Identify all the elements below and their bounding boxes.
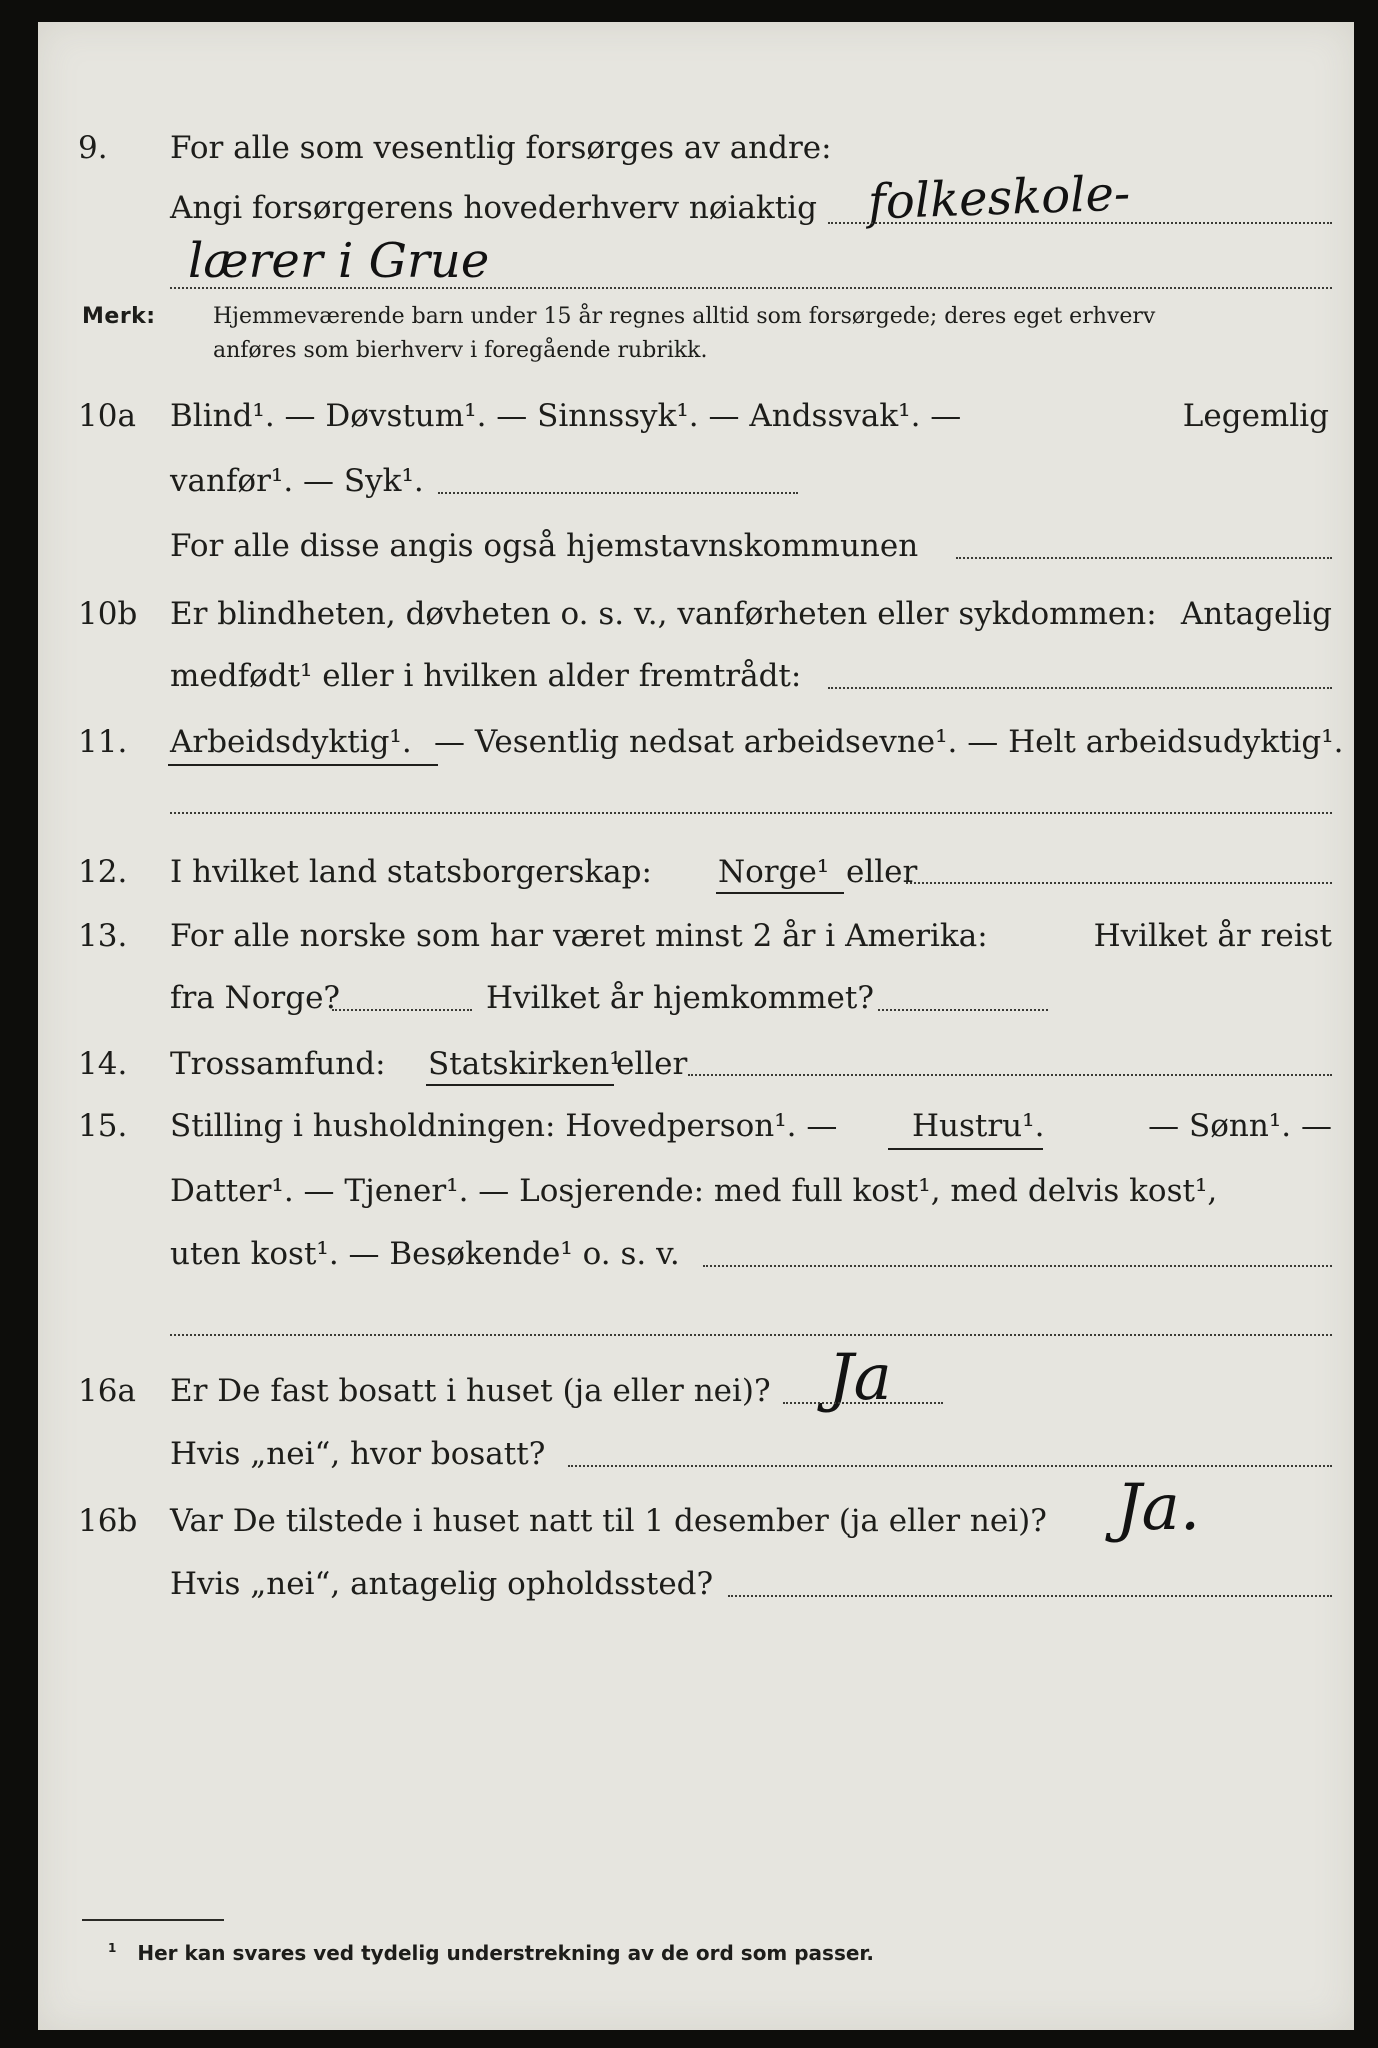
q15-line1a: Stilling i husholdningen: Hovedperson¹. — <box>170 1108 838 1144</box>
q16b-row <box>38 1471 1354 1545</box>
q12-number: 12. <box>78 854 128 890</box>
q13-line1-left: For alle norske som har været minst 2 år i Amerika: <box>170 918 988 954</box>
q10a-row3 <box>38 522 1354 570</box>
q14-tail: eller <box>616 1046 688 1082</box>
q13-line2b: Hvilket år hjemkommet? <box>486 980 874 1016</box>
q9-handwritten-answer-a: folkeskole- <box>867 165 1132 231</box>
q13-line2a: fra Norge? <box>170 980 341 1016</box>
q9-row2 <box>38 165 1354 232</box>
note-label: Merk: <box>82 304 156 329</box>
q15-answer-line-2 <box>170 1334 1332 1336</box>
q11-rest: — Vesentlig nedsat arbeidsevne¹. — Helt arbeidsudyktig¹. <box>434 724 1344 760</box>
note-line2: anføres som bierhverv i foregående rubrikk. <box>213 338 708 363</box>
q12-answer-line <box>906 882 1332 884</box>
q13-return-line <box>878 1009 1048 1011</box>
q12-option-selected: Norge¹ <box>718 854 830 890</box>
q14-row <box>38 1040 1354 1088</box>
q10a-answer-line <box>438 492 798 494</box>
q16b-line1: Var De tilstede i huset natt til 1 desember (ja eller nei)? <box>170 1503 1047 1539</box>
q11-option-selected: Arbeidsdyktig¹. <box>170 724 412 760</box>
q12-underline-mark <box>716 892 844 894</box>
q12-text: I hvilket land statsborgerskap: <box>170 854 652 890</box>
q9-row <box>38 124 1354 172</box>
q9-handwritten-answer-b: lærer i Grue <box>188 233 490 289</box>
q9-number: 9. <box>78 130 108 166</box>
q11-number: 11. <box>78 724 128 760</box>
q16b-row2 <box>38 1560 1354 1608</box>
q13-number: 13. <box>78 918 128 954</box>
q10b-line2: medfødt¹ eller i hvilken alder fremtrådt: <box>170 658 802 694</box>
q15-row2 <box>38 1167 1354 1215</box>
q15-line2: Datter¹. — Tjener¹. — Losjerende: med full kost¹, med delvis kost¹, <box>170 1173 1218 1209</box>
q10b-row2 <box>38 652 1354 700</box>
q10a-line3: For alle disse angis også hjemstavnskommunen <box>170 528 919 564</box>
q10a-row2 <box>38 457 1354 505</box>
q16b-handwritten-answer: Ja. <box>1116 1471 1201 1545</box>
q14-answer-line <box>688 1074 1332 1076</box>
q9-line1: For alle som vesentlig forsørges av andre: <box>170 130 832 166</box>
q14-number: 14. <box>78 1046 128 1082</box>
q10b-row <box>38 590 1354 638</box>
q16b-line2: Hvis „nei“, antagelig opholdssted? <box>170 1566 714 1602</box>
q10a-hometown-line <box>956 557 1332 559</box>
footnote-rule <box>82 1919 224 1921</box>
q16a-row <box>38 1341 1354 1415</box>
q10a-line2: vanfør¹. — Syk¹. <box>170 463 424 499</box>
q12-tail: eller <box>846 854 918 890</box>
q14-option-selected: Statskirken¹ <box>428 1046 622 1082</box>
q10b-number: 10b <box>78 596 138 632</box>
q15-answer-line <box>703 1265 1332 1267</box>
q11-row <box>38 718 1354 766</box>
census-form-page <box>38 22 1354 2030</box>
q16a-line1: Er De fast bosatt i huset (ja eller nei)? <box>170 1373 771 1409</box>
q16a-line2: Hvis „nei“, hvor bosatt? <box>170 1436 546 1472</box>
q9-answer-line <box>828 222 1332 224</box>
q13-line1-right: Hvilket år reist <box>1093 918 1332 954</box>
q11-answer-line <box>170 812 1332 814</box>
q13-row2 <box>38 974 1354 1022</box>
q10b-line1-left: Er blindheten, døvheten o. s. v., vanførheten eller sykdommen: <box>170 596 1157 632</box>
q16b-whereabouts-line <box>728 1595 1332 1597</box>
q16a-answer-line <box>783 1402 943 1404</box>
footnote-mark: 1 <box>108 1941 117 1955</box>
q15-row3 <box>38 1230 1354 1278</box>
q15-row <box>38 1102 1354 1150</box>
q11-underline-mark <box>168 764 438 766</box>
q14-underline-mark <box>426 1084 614 1086</box>
q15-option-selected: Hustru¹. <box>912 1108 1045 1144</box>
q9-answer-line-2 <box>170 287 1332 289</box>
q12-row <box>38 848 1354 896</box>
q13-row <box>38 912 1354 960</box>
q14-text: Trossamfund: <box>170 1046 386 1082</box>
q15-number: 15. <box>78 1108 128 1144</box>
q10a-line1-right: Legemlig <box>1182 398 1329 434</box>
q10a-number: 10a <box>78 398 136 434</box>
q16a-handwritten-answer: Ja <box>828 1341 892 1415</box>
q15-underline-mark <box>888 1148 1043 1150</box>
q15-line3: uten kost¹. — Besøkende¹ o. s. v. <box>170 1236 680 1272</box>
q16b-number: 16b <box>78 1503 138 1539</box>
footnote-text: Her kan svares ved tydelig understrekning av de ord som passer. <box>137 1940 875 1965</box>
q15-line1b: — Sønn¹. — <box>1148 1108 1332 1144</box>
q9-line2: Angi forsørgerens hovederhverv nøiaktig <box>170 190 817 226</box>
q10b-answer-line <box>828 687 1332 689</box>
q10a-line1-left: Blind¹. — Døvstum¹. — Sinnssyk¹. — Andssvak¹. — <box>170 398 962 434</box>
q16a-residence-line <box>568 1465 1332 1467</box>
q13-departure-line <box>332 1009 472 1011</box>
note-line1: Hjemmeværende barn under 15 år regnes alltid som forsørgede; deres eget erhverv <box>213 304 1156 329</box>
q10b-line1-right: Antagelig <box>1180 596 1332 632</box>
footnote <box>108 1933 874 1968</box>
q16a-number: 16a <box>78 1373 136 1409</box>
q10a-row <box>38 392 1354 440</box>
